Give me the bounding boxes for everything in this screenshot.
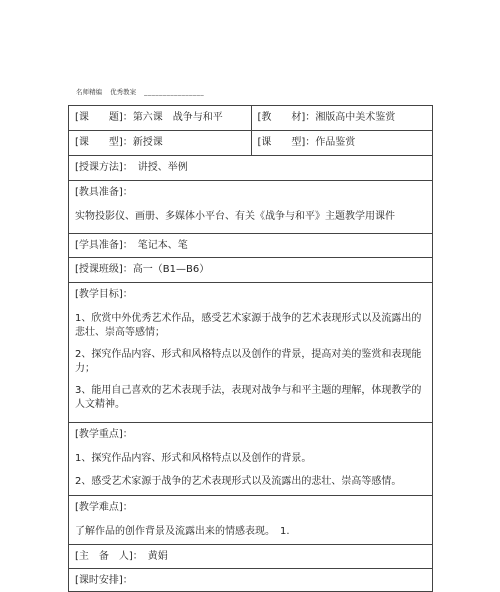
class-type-value: 作品鉴赏 bbox=[315, 137, 356, 148]
lesson-type-value: 新授课 bbox=[132, 137, 163, 148]
method-text: [授课方法]： 讲授、举例 bbox=[75, 162, 188, 173]
class-type-label: [课 型]： bbox=[257, 137, 316, 148]
cell-difficulty bbox=[69, 496, 432, 544]
row-difficulty bbox=[69, 496, 433, 545]
header-dashes: ________________ bbox=[144, 88, 205, 96]
row-tools bbox=[69, 181, 433, 234]
tools-label: [教具准备]： bbox=[75, 187, 133, 198]
goals-label: [教学目标]： bbox=[75, 289, 133, 300]
time-label: [课时安排]： bbox=[75, 575, 133, 586]
key-2: 2、感受艺术家源于战争的艺术表现形式以及流露出的悲壮、崇高等感情。 bbox=[75, 476, 402, 487]
cell-tools bbox=[69, 181, 432, 233]
row-student-tools bbox=[69, 234, 433, 258]
difficulty-value: 了解作品的创作背景及流露出来的情感表现。 1. bbox=[75, 526, 290, 537]
row-class-level bbox=[69, 258, 433, 283]
textbook-label: [教 材]： bbox=[257, 112, 316, 123]
tools-value: 实物投影仪、画册、多媒体小平台、有关《战争与和平》主题教学用课件 bbox=[75, 211, 395, 222]
topic-label: [课 题]： bbox=[75, 112, 133, 123]
topic-value: 第六课 战争与和平 bbox=[132, 112, 223, 123]
goal-1: 1、欣赏中外优秀艺术作品，感受艺术家源于战争的艺术表现形式以及流露出的悲壮、崇高等感情； bbox=[75, 313, 422, 338]
difficulty-label: [教学难点]： bbox=[75, 502, 133, 513]
cell-class-type bbox=[251, 131, 433, 155]
row-preparer bbox=[69, 545, 433, 569]
row-goals bbox=[69, 283, 433, 423]
cell-textbook bbox=[251, 106, 433, 130]
row-key-points bbox=[69, 423, 433, 496]
row-topic bbox=[69, 106, 433, 131]
header-left-label: 名师精编 bbox=[76, 88, 102, 96]
row-method bbox=[69, 156, 433, 181]
header-mid-label: 优秀教案 bbox=[110, 88, 137, 96]
cell-topic bbox=[69, 106, 251, 130]
cell-key-points bbox=[69, 423, 432, 495]
goal-3: 3、能用自己喜欢的艺术表现手法，表现对战争与和平主题的理解，体现教学的人文精神。 bbox=[75, 385, 422, 410]
preparer-text: [主 备 人]： 黄娟 bbox=[75, 551, 168, 562]
page-header bbox=[76, 87, 210, 96]
class-level-text: [授课班级]：高一（B1—B6） bbox=[75, 264, 210, 275]
key-label: [教学重点]： bbox=[75, 429, 133, 440]
lesson-type-label: [课 型]： bbox=[75, 137, 133, 148]
textbook-value: 湘版高中美术鉴赏 bbox=[315, 112, 396, 123]
row-lesson-type bbox=[69, 131, 433, 156]
cell-goals bbox=[69, 283, 432, 422]
lesson-plan-table bbox=[68, 105, 433, 592]
student-tools-text: [学具准备]： 笔记本、笔 bbox=[75, 240, 188, 251]
goal-2: 2、探究作品内容、形式和风格特点以及创作的背景，提高对美的鉴赏和表现能力； bbox=[75, 349, 422, 374]
row-time bbox=[69, 569, 433, 592]
cell-lesson-type bbox=[69, 131, 251, 155]
key-1: 1、探究作品内容、形式和风格特点以及创作的背景。 bbox=[75, 453, 312, 464]
